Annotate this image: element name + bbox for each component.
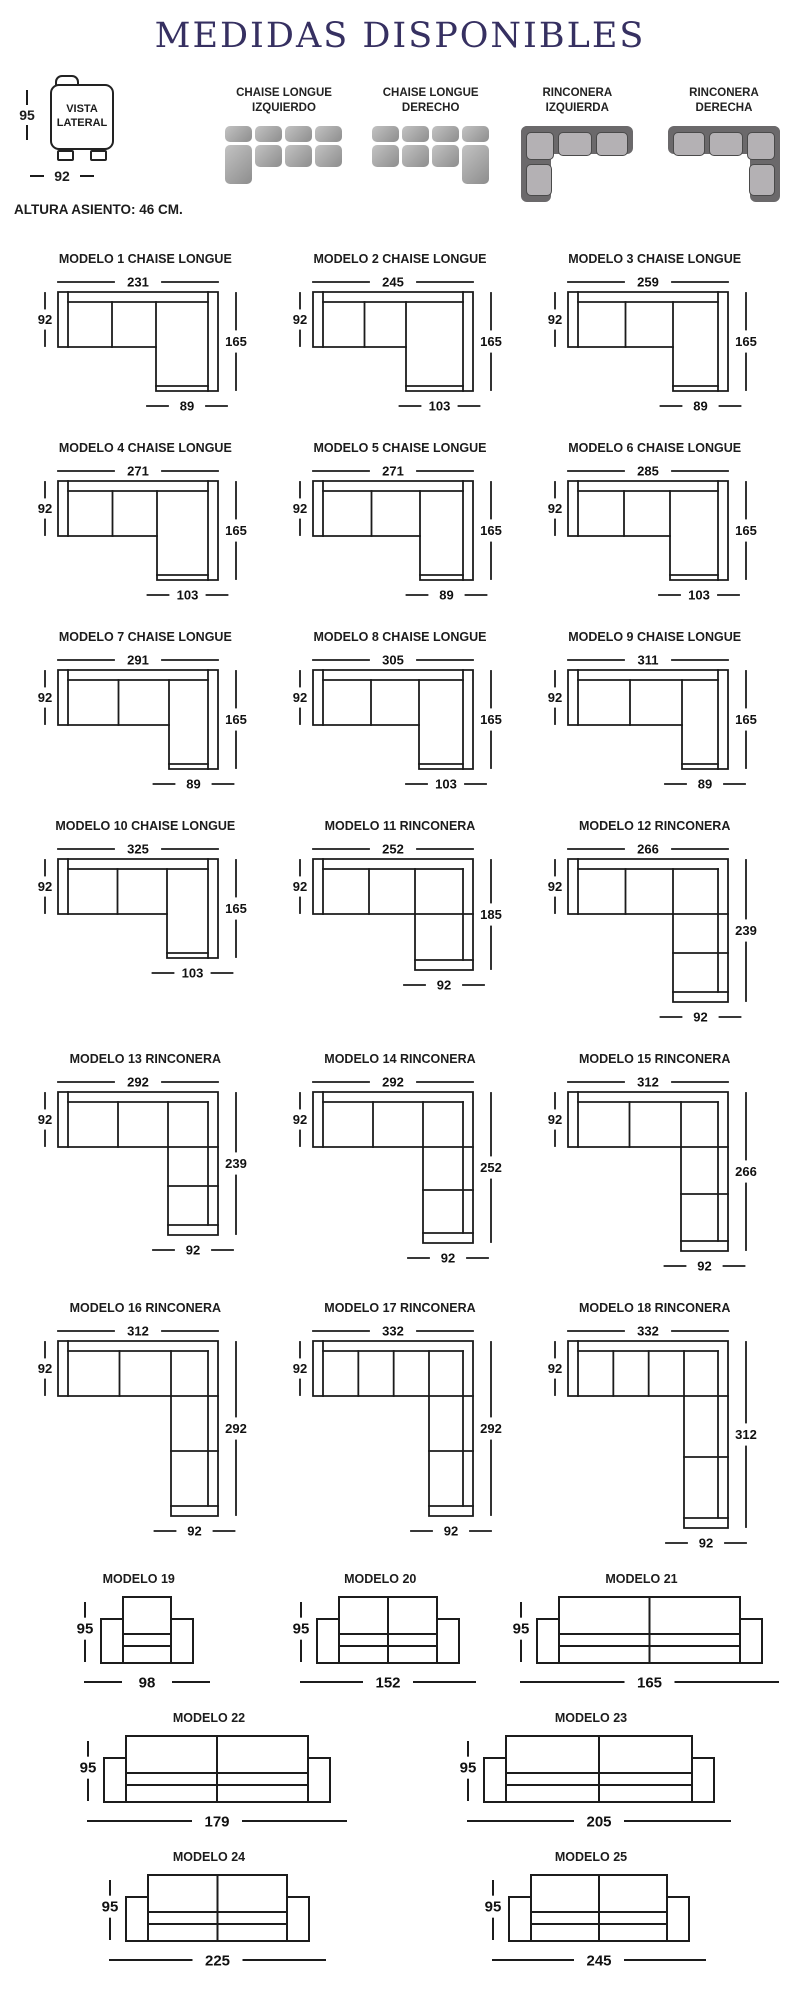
legend-label: CHAISE LONGUE DERECHO [382,87,479,114]
dim-label: 239 [734,923,757,938]
dim-label: 185 [480,907,502,922]
model-card [18,1301,273,1542]
dim-label: 271 [127,463,150,479]
dim-label: 89 [180,398,195,414]
diagram-lines [88,1736,346,1821]
diagram-lines [300,1331,491,1531]
dim-label: 252 [480,1160,502,1175]
dim-label: 292 [127,1074,150,1090]
dim-label: 92 [547,501,562,516]
model-diagram [283,272,517,417]
straight-row [0,1850,800,1975]
model-card [18,1850,400,1975]
model-title: MODELO 12 RINCONERA [578,819,731,833]
dim-label: 152 [375,1674,401,1692]
diagram-dimensions [38,464,247,603]
model-title: MODELO 15 RINCONERA [578,1052,731,1066]
measurement-sheet [0,16,800,2000]
side-view-depth-dimension [14,168,110,184]
model-title: MODELO 8 CHAISE LONGUE [313,630,487,644]
dim-label: 165 [480,523,502,538]
diagram-dimensions [547,464,756,603]
model-diagram [538,272,772,417]
diagram-lines [45,471,236,595]
dim-label: 103 [181,965,204,981]
dim-label: 285 [636,463,659,479]
sectional-grid [0,252,800,1554]
dim-label: 92 [436,977,452,993]
dim-label: 92 [692,1009,708,1025]
diagram-lines [300,660,491,784]
dim-label: 311 [637,652,659,668]
dim-label: 89 [439,587,454,603]
diagram-lines [45,282,236,406]
sofa-side-outline [50,84,114,150]
legend-label: RINCONERA DERECHA [689,87,759,114]
dim-label: 95 [484,1898,502,1916]
diagram-dimensions [38,653,247,792]
diagram-dimensions [38,275,247,414]
dim-label: 165 [225,334,248,349]
model-diagram [28,1321,262,1542]
model-diagram [28,650,262,795]
dim-label: 245 [382,274,404,290]
model-diagram [68,1731,350,1836]
dim-label: 312 [636,1074,659,1090]
legend-label: RINCONERA IZQUIERDA [542,87,613,114]
dim-label: 95 [512,1620,530,1638]
model-diagram [283,461,517,606]
model-title: MODELO 23 [554,1711,628,1725]
dim-label: 95 [79,1759,97,1777]
page-title: MEDIDAS DISPONIBLES [154,16,646,56]
dim-label: 89 [697,776,712,792]
side-view-depth-value: 92 [54,168,70,184]
model-title: MODELO 5 CHAISE LONGUE [313,441,487,455]
diagram-dimensions [547,275,756,414]
model-card [18,252,273,417]
dim-label: 103 [435,776,457,792]
model-title: MODELO 1 CHAISE LONGUE [58,252,232,266]
model-diagram [448,1731,734,1836]
model-diagram [538,839,772,1028]
diagram-dimensions [38,842,247,981]
model-diagram [28,272,262,417]
dim-label: 312 [127,1323,150,1339]
dim-label: 92 [38,879,53,894]
dim-label: 165 [636,1674,663,1692]
model-card [18,1052,273,1261]
diagram-lines [555,660,746,784]
dim-label: 92 [38,1112,53,1127]
dim-label: 92 [547,690,562,705]
dim-label: 103 [428,398,451,414]
side-view-label: VISTA LATERAL [56,103,108,129]
dim-label: 92 [38,501,53,516]
diagram-lines [301,1597,475,1682]
dim-label: 92 [547,1361,562,1376]
dim-label: 239 [225,1156,248,1171]
model-diagram [538,461,772,606]
model-diagram [28,1072,262,1261]
model-diagram [283,1321,517,1542]
model-card [527,630,782,795]
model-diagram [28,461,262,606]
diagram-lines [300,1082,491,1258]
model-card [527,1052,782,1277]
dim-label: 95 [292,1620,310,1638]
dim-label: 245 [586,1952,612,1970]
dim-label: 92 [187,1523,203,1539]
model-title: MODELO 4 CHAISE LONGUE [58,441,232,455]
seat-height-note: ALTURA ASIENTO: 46 CM. [14,202,183,217]
model-card [18,441,273,606]
dim-label: 92 [547,1112,562,1127]
dim-label: 103 [687,587,710,603]
model-title: MODELO 25 [554,1850,628,1864]
model-title: MODELO 19 [102,1572,175,1586]
dim-label: 89 [692,398,708,414]
dim-label: 266 [636,841,659,857]
dim-label: 225 [204,1952,230,1970]
diagram-lines [45,849,236,973]
model-title: MODELO 22 [172,1711,246,1725]
diagram-lines [110,1875,325,1960]
diagram-lines [555,1082,746,1266]
model-diagram [538,1072,772,1277]
dim-label: 165 [734,334,757,349]
model-title: MODELO 9 CHAISE LONGUE [568,630,742,644]
dimension-line [26,125,28,140]
model-card [273,819,528,996]
side-view-height-value: 95 [19,107,35,123]
model-diagram [90,1870,329,1975]
dim-label: 92 [38,690,53,705]
corner-left-icon [521,126,633,202]
dim-label: 231 [127,274,150,290]
dim-label: 165 [734,712,757,727]
chaise-right-icon [372,126,490,184]
dim-label: 165 [225,523,248,538]
dim-label: 179 [204,1813,230,1831]
model-card [18,630,273,795]
side-view-icon [50,84,114,154]
dim-label: 312 [734,1427,757,1442]
top-band [0,72,800,230]
diagram-dimensions [293,1621,401,1692]
model-card [273,252,528,417]
dimension-line [26,90,28,105]
legend-item [509,86,645,202]
chaise-left-icon [225,126,343,184]
model-diagram [65,1592,213,1697]
dim-label: 259 [636,274,659,290]
dim-label: 92 [292,312,308,327]
dim-label: 92 [440,1250,456,1266]
model-card [18,1711,400,1836]
diagram-dimensions [460,1760,612,1831]
model-diagram [281,1592,479,1697]
model-diagram [501,1592,782,1697]
model-diagram [283,650,517,795]
dim-label: 205 [586,1813,612,1831]
model-diagram [28,839,262,984]
model-card [273,441,528,606]
side-view-height-dimension [14,90,40,140]
model-title: MODELO 3 CHAISE LONGUE [568,252,742,266]
diagram-dimensions [101,1899,229,1970]
model-diagram [283,1072,517,1269]
model-title: MODELO 13 RINCONERA [69,1052,222,1066]
model-card [273,1301,528,1542]
diagram-dimensions [485,1899,612,1970]
dim-label: 92 [38,312,53,327]
dim-label: 92 [696,1258,712,1274]
legend [216,86,792,202]
dim-label: 325 [127,841,150,857]
model-card [260,1572,502,1697]
diagram-lines [85,1597,209,1682]
model-title: MODELO 18 RINCONERA [578,1301,731,1315]
dim-label: 92 [186,1242,201,1258]
diagram-lines [45,1082,236,1250]
legend-item [363,86,499,202]
dim-label: 92 [292,1112,308,1127]
dim-label: 92 [292,501,308,516]
model-card [501,1572,782,1697]
model-diagram [538,650,772,795]
diagram-dimensions [293,653,502,792]
dim-label: 292 [225,1421,248,1436]
dim-label: 305 [382,652,404,668]
model-diagram [283,839,517,996]
diagram-lines [555,471,746,595]
model-card [527,441,782,606]
model-card [400,1711,782,1836]
corner-right-icon [668,126,780,202]
dim-label: 332 [382,1323,404,1339]
dim-label: 92 [292,879,308,894]
model-title: MODELO 6 CHAISE LONGUE [568,441,742,455]
dim-label: 165 [225,901,248,916]
dim-label: 92 [443,1523,459,1539]
dim-label: 92 [38,1361,53,1376]
dim-label: 92 [292,1361,308,1376]
dim-label: 103 [176,587,199,603]
diagram-lines [45,1331,236,1531]
straight-grid [0,1572,800,1975]
dim-label: 252 [382,841,404,857]
model-card [400,1850,782,1975]
diagram-dimensions [293,275,502,414]
straight-row [0,1572,800,1697]
model-title: MODELO 21 [605,1572,678,1586]
dim-label: 92 [547,312,562,327]
diagram-lines [300,849,491,985]
model-title: MODELO 17 RINCONERA [324,1301,476,1315]
model-title: MODELO 20 [344,1572,417,1586]
dim-label: 165 [225,712,248,727]
diagram-dimensions [547,1075,756,1274]
dimension-line [80,175,94,177]
dim-label: 271 [382,463,404,479]
diagram-lines [300,471,491,595]
dim-label: 165 [734,523,757,538]
dim-label: 95 [101,1898,118,1916]
dim-label: 92 [547,879,562,894]
model-diagram [473,1870,709,1975]
model-card [527,252,782,417]
dim-label: 95 [459,1759,477,1777]
model-title: MODELO 2 CHAISE LONGUE [313,252,487,266]
model-title: MODELO 24 [172,1850,246,1864]
side-view-block [14,76,184,217]
model-card [273,630,528,795]
diagram-dimensions [293,1075,502,1266]
legend-item [216,86,352,202]
dim-label: 165 [480,712,502,727]
model-title: MODELO 14 RINCONERA [324,1052,476,1066]
dim-label: 98 [138,1674,156,1692]
model-card [527,819,782,1028]
diagram-dimensions [76,1621,155,1692]
dim-label: 291 [127,652,150,668]
dim-label: 266 [734,1164,757,1179]
model-title: MODELO 11 RINCONERA [324,819,476,833]
diagram-lines [555,282,746,406]
straight-row [0,1711,800,1836]
diagram-lines [468,1736,730,1821]
model-title: MODELO 10 CHAISE LONGUE [55,819,236,833]
dim-label: 332 [636,1323,659,1339]
model-title: MODELO 16 RINCONERA [69,1301,222,1315]
model-card [527,1301,782,1554]
diagram-dimensions [547,1324,756,1551]
legend-label: CHAISE LONGUE IZQUIERDO [236,87,332,114]
model-card [18,819,273,984]
sofa-foot [57,150,74,161]
dim-label: 89 [186,776,202,792]
legend-item [656,86,792,202]
dim-label: 292 [382,1074,404,1090]
model-card [18,1572,260,1697]
diagram-lines [493,1875,705,1960]
dim-label: 165 [480,334,502,349]
diagram-dimensions [513,1621,662,1692]
diagram-dimensions [547,653,756,792]
model-title: MODELO 7 CHAISE LONGUE [58,630,232,644]
diagram-lines [555,849,746,1017]
diagram-dimensions [293,464,502,603]
diagram-lines [555,1331,746,1543]
dim-label: 92 [292,690,308,705]
model-diagram [538,1321,772,1554]
dim-label: 92 [698,1535,713,1551]
diagram-lines [45,660,236,784]
diagram-dimensions [80,1760,230,1831]
sofa-foot [90,150,107,161]
dim-label: 95 [76,1620,94,1638]
dim-label: 292 [480,1421,502,1436]
diagram-lines [521,1597,778,1682]
dimension-line [30,175,44,177]
diagram-lines [300,282,491,406]
model-card [273,1052,528,1269]
